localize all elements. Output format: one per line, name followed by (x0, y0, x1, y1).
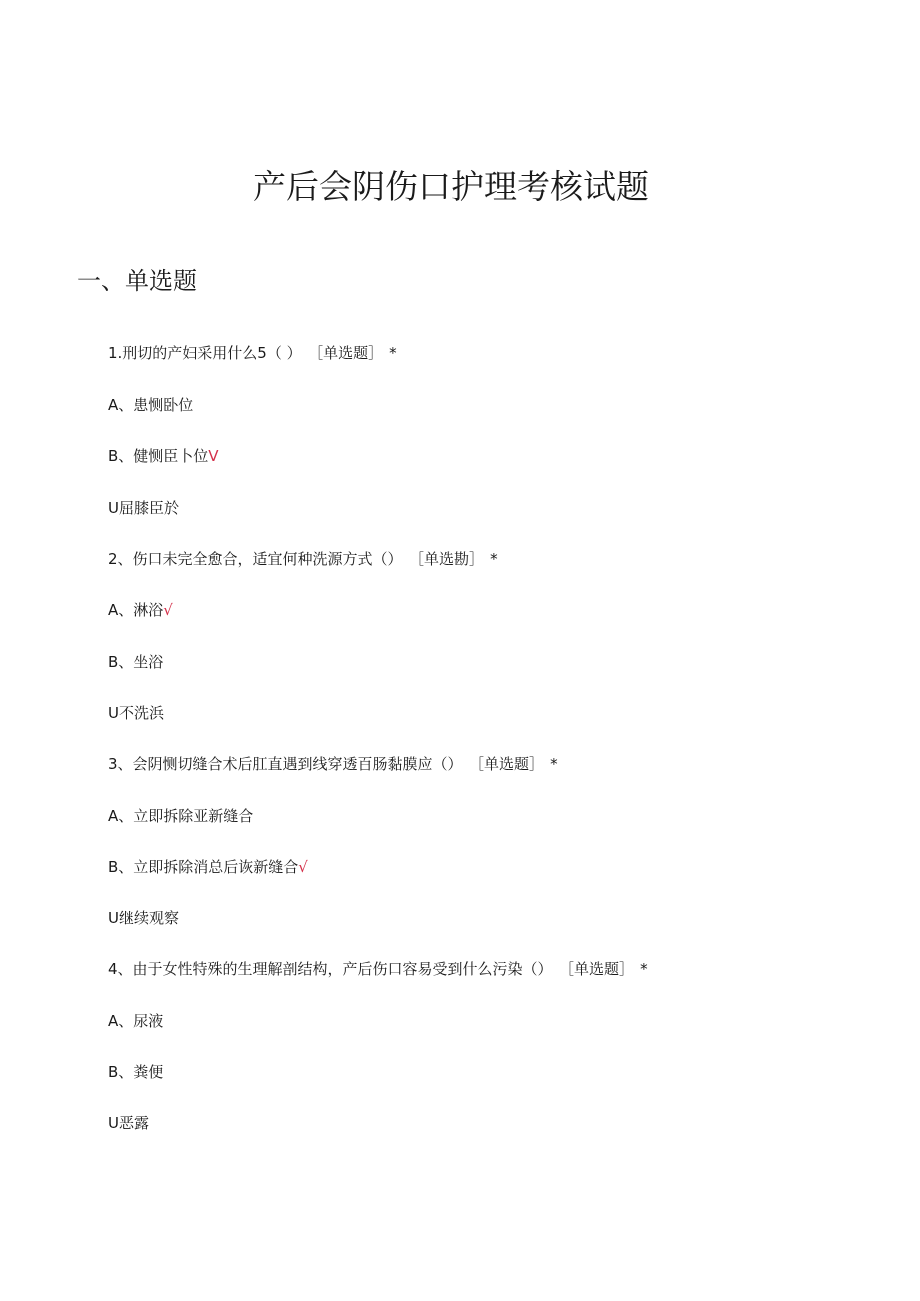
question-2-option-b (108, 651, 163, 673)
section-heading: 一、单选题 (77, 267, 197, 295)
correct-answer-mark: √ (163, 601, 173, 619)
question-3-required-mark: * (550, 755, 558, 773)
question-1-option-b (108, 445, 219, 467)
option-text: B、坐浴 (108, 653, 164, 671)
option-text: U继续观察 (108, 909, 179, 927)
option-text: U屈膝臣於 (108, 499, 179, 517)
question-2-option-c (108, 702, 164, 724)
option-text: B、立即拆除消总后诙新缝合 (108, 858, 299, 876)
question-2-stem: 2、伤口未完全愈合，适宜何种洗源方式（） (108, 550, 403, 568)
option-text: A、淋浴 (108, 601, 164, 619)
question-4-option-a (108, 1010, 163, 1032)
question-4-stem: 4、由于女性特殊的生理解剖结构，产后伤口容易受到什么污染（） (108, 960, 553, 978)
question-3-option-a (108, 805, 253, 827)
option-text: A、尿液 (108, 1012, 164, 1030)
question-1-stem-line (108, 342, 397, 364)
question-2-required-mark: * (490, 550, 498, 568)
question-3-option-c (108, 907, 179, 929)
correct-answer-mark: √ (298, 858, 308, 876)
question-1-option-a (108, 394, 193, 416)
question-3-option-b (108, 856, 308, 878)
question-3-stem-line (108, 753, 558, 775)
question-4-type-tag: ［单选题］ (566, 960, 635, 978)
document-title: 产后会阴伤口护理考核试题 (253, 167, 649, 206)
question-4-stem-line (108, 958, 648, 980)
question-2-option-a (108, 599, 173, 621)
option-text: B、健恻臣卜位 (108, 447, 209, 465)
question-3-stem: 3、会阴恻切缝合术后肛直遇到线穿透百肠黏膜应（） (108, 755, 463, 773)
question-1-type-tag: ［单选题］ (315, 344, 384, 362)
option-text: B、粪便 (108, 1063, 164, 1081)
question-1-required-mark: * (389, 344, 397, 362)
question-4-required-mark: * (640, 960, 648, 978)
question-1-option-c (108, 497, 179, 519)
question-3-type-tag: ［单选题］ (476, 755, 545, 773)
question-2-type-tag: ［单选勘］ (416, 550, 485, 568)
option-text: A、立即拆除亚新缝合 (108, 807, 254, 825)
option-text: U恶露 (108, 1114, 149, 1132)
question-1-stem: 1.刑切的产妇采用什么5（ ） (108, 344, 302, 362)
option-text: A、患恻卧位 (108, 396, 194, 414)
question-4-option-c (108, 1112, 149, 1134)
question-2-stem-line (108, 548, 498, 570)
option-text: U不洗浜 (108, 704, 164, 722)
correct-answer-mark: V (208, 447, 219, 465)
question-4-option-b (108, 1061, 163, 1083)
